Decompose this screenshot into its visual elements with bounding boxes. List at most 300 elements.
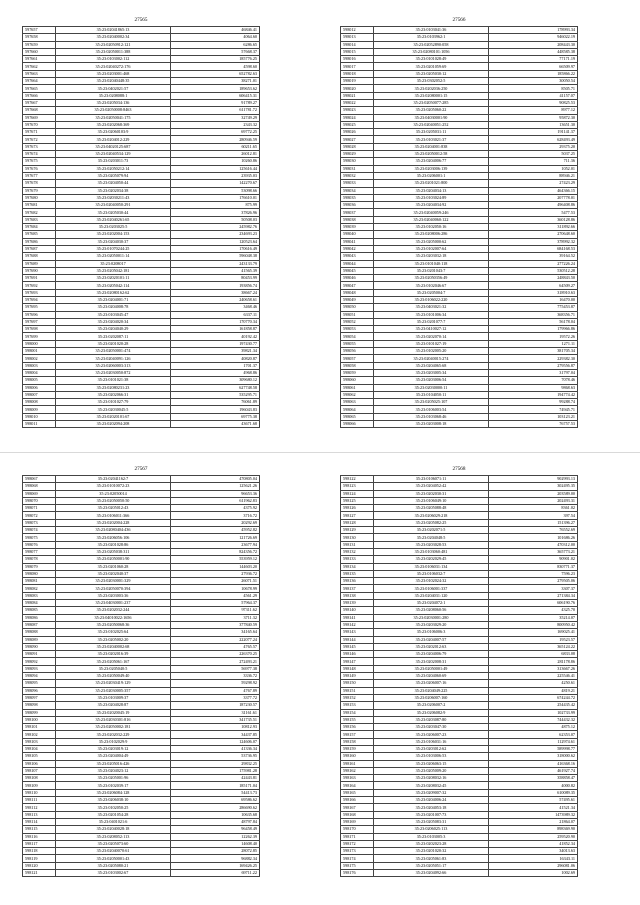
amount-cell: 5477.53 [489, 209, 578, 216]
amount-cell: 318910.63 [489, 289, 578, 296]
amount-cell: 3336.72 [171, 673, 260, 680]
table-row [23, 483, 260, 490]
cadastral-number-cell: 35:23:0204065:68 [374, 362, 489, 369]
amount-cell: 898369.90 [489, 826, 578, 833]
amount-cell: 120523.64 [171, 238, 260, 245]
cadastral-number-cell: 35:23:0101027:79 [56, 399, 171, 406]
record-number-cell: 598061 [341, 384, 374, 391]
table-row [341, 848, 578, 855]
amount-cell: 4000.82 [489, 782, 578, 789]
amount-cell: 461927.74 [489, 767, 578, 774]
cadastral-number-cell: 35:23:02050356:49 [374, 275, 489, 282]
amount-cell: 4598.60 [171, 63, 260, 70]
table-row [341, 753, 578, 760]
record-number-cell: 598023 [341, 107, 374, 114]
table-row [341, 519, 578, 526]
amount-cell: 3468.46 [171, 304, 260, 311]
amount-cell: 259520.90 [489, 833, 578, 840]
table-row [23, 340, 260, 347]
record-number-cell: 598002 [23, 355, 56, 362]
table-row [23, 665, 260, 672]
amount-cell: 286690.62 [171, 804, 260, 811]
amount-cell: 448585.38 [489, 48, 578, 55]
cadastral-number-cell: 35:23:02040261:65 [56, 216, 171, 223]
record-number-cell: 598014 [341, 41, 374, 48]
table-row [341, 121, 578, 128]
record-number-cell: 598078 [23, 556, 56, 563]
record-number-cell: 598160 [341, 753, 374, 760]
table-row [23, 311, 260, 318]
cadastral-number-cell: 35:23:0101006:34 [374, 311, 489, 318]
table-row [23, 658, 260, 665]
cadastral-number-cell: 35:23:0203005:34 [374, 369, 489, 376]
table-row [341, 114, 578, 121]
table-row [23, 377, 260, 384]
record-number-cell: 598100 [23, 716, 56, 723]
record-number-cell: 598084 [23, 600, 56, 607]
record-number-cell: 597674 [23, 151, 56, 158]
table-row [341, 497, 578, 504]
record-number-cell: 598152 [341, 694, 374, 701]
table-row [341, 172, 578, 179]
table-row [23, 172, 260, 179]
amount-cell: 102733.99 [489, 709, 578, 716]
amount-cell: 19523.57 [489, 636, 578, 643]
cadastral-number-cell: 35:23:0204001:71 [56, 296, 171, 303]
record-number-cell: 598127 [341, 512, 374, 519]
cadastral-number-cell: 35:23:0206007:16 [374, 680, 489, 687]
amount-cell: 121726.69 [171, 534, 260, 541]
table-row [23, 282, 260, 289]
table-row [341, 505, 578, 512]
record-number-cell: 598069 [23, 490, 56, 497]
record-number-cell: 598042 [341, 245, 374, 252]
amount-cell: 26071.51 [171, 578, 260, 585]
table-row [23, 136, 260, 143]
amount-cell: 318000.62 [489, 753, 578, 760]
table-row [23, 497, 260, 504]
record-number-cell: 598169 [341, 818, 374, 825]
cadastral-number-cell: 35:23:02040534:129 [56, 151, 171, 158]
cadastral-number-cell: 35:23:0202066:31 [56, 391, 171, 398]
record-number-cell: 598086 [23, 614, 56, 621]
cadastral-number-cell: 35:23:0206007:2 [374, 702, 489, 709]
amount-cell: 16470.00 [489, 296, 578, 303]
cadastral-number-cell: 35:23:02040272:176 [56, 63, 171, 70]
record-number-cell: 598053 [341, 326, 374, 333]
amount-cell: 470805.04 [171, 476, 260, 483]
record-number-cell: 598162 [341, 767, 374, 774]
cadastral-number-cell: 35:23:02050014 [56, 490, 171, 497]
table-row [23, 114, 260, 121]
amount-cell: 185171.04 [171, 782, 260, 789]
cadastral-number-cell: 35:23:0208017 [56, 260, 171, 267]
table-row [341, 304, 578, 311]
amount-cell: 96653.36 [171, 490, 260, 497]
table-row [23, 651, 260, 658]
table-row [341, 348, 578, 355]
record-number-cell: 597657 [23, 27, 56, 34]
table-row [341, 643, 578, 650]
amount-cell: 69586.62 [171, 797, 260, 804]
cadastral-number-cell: 35:23:02041162:7 [56, 476, 171, 483]
record-number-cell: 598051 [341, 311, 374, 318]
amount-cell: 3307.37 [489, 585, 578, 592]
amount-cell: 8361.02 [489, 505, 578, 512]
cadastral-number-cell: 35:23:0206001:1 [374, 172, 489, 179]
amount-cell: 628493.49 [489, 136, 578, 143]
amount-cell: 64509.27 [489, 282, 578, 289]
amount-cell: 589998.77 [489, 745, 578, 752]
amount-cell: 161858.87 [171, 326, 260, 333]
amount-cell: 296081.06 [489, 862, 578, 869]
record-number-cell: 598166 [341, 797, 374, 804]
table-row [23, 216, 260, 223]
cadastral-number-cell: 35:23:02030419:129 [56, 680, 171, 687]
table-row [341, 811, 578, 818]
amount-cell: 281178.86 [489, 658, 578, 665]
table-row [341, 362, 578, 369]
amount-cell: 10635.68 [171, 811, 260, 818]
record-number-cell: 598062 [341, 391, 374, 398]
amount-cell: 28072.85 [171, 848, 260, 855]
cadastral-number-cell: 35:23:0204052:42 [374, 483, 489, 490]
record-number-cell: 598120 [23, 862, 56, 869]
table-row [341, 745, 578, 752]
record-number-cell: 598138 [341, 592, 374, 599]
table-row [23, 202, 260, 209]
cadastral-number-cell: 35:23:0205088:48 [374, 505, 489, 512]
table-row [23, 63, 260, 70]
amount-cell: 596048.38 [171, 253, 260, 260]
record-number-cell: 598026 [341, 129, 374, 136]
cadastral-number-cell: 35:23:0103060:481 [374, 548, 489, 555]
table-row [341, 41, 578, 48]
table-row [23, 107, 260, 114]
cadastral-number-cell: 35:23:0104050:11 [374, 391, 489, 398]
table-row [341, 731, 578, 738]
cadastral-number-cell: 35:23:0204001:838 [374, 143, 489, 150]
table-row [23, 224, 260, 231]
amount-cell: 41521.34 [489, 804, 578, 811]
record-number-cell: 598063 [341, 399, 374, 406]
cadastral-number-cell: 35:23:0201060:28 [56, 563, 171, 570]
record-number-cell: 597685 [23, 231, 56, 238]
table-row [341, 187, 578, 194]
cadastral-number-cell: 35:23:0302052:5 [374, 78, 489, 85]
table-row [341, 600, 578, 607]
amount-cell: 16343.11 [489, 855, 578, 862]
cadastral-number-cell: 35:23:02040060:122 [374, 216, 489, 223]
record-number-cell: 598056 [341, 348, 374, 355]
record-number-cell: 598033 [341, 180, 374, 187]
record-number-cell: 598057 [341, 355, 374, 362]
record-number-cell: 597658 [23, 34, 56, 41]
ledger-page [22, 14, 260, 428]
cadastral-number-cell: 35:23:02040051:252 [374, 121, 489, 128]
record-number-cell: 597677 [23, 172, 56, 179]
table-row [341, 651, 578, 658]
record-number-cell: 597681 [23, 202, 56, 209]
record-number-cell: 597698 [23, 326, 56, 333]
table-row [341, 636, 578, 643]
page-spread-top [0, 0, 640, 452]
record-number-cell: 598170 [341, 826, 374, 833]
record-number-cell: 598101 [23, 724, 56, 731]
table-row [341, 804, 578, 811]
amount-cell: 652782.63 [171, 70, 260, 77]
record-number-cell: 598025 [341, 121, 374, 128]
record-number-cell: 598129 [341, 527, 374, 534]
cadastral-number-cell: 35:23:02050049:40 [56, 673, 171, 680]
amount-cell: 32749.29 [171, 114, 260, 121]
record-number-cell: 598133 [341, 556, 374, 563]
table-row [341, 78, 578, 85]
cadastral-number-cell: 35:23:0103009:37 [56, 694, 171, 701]
record-number-cell: 598043 [341, 253, 374, 260]
amount-cell: 4064.60 [171, 34, 260, 41]
table-row [341, 789, 578, 796]
record-number-cell: 598020 [341, 85, 374, 92]
table-row [23, 399, 260, 406]
record-number-cell: 598122 [341, 476, 374, 483]
amount-cell: 144603.20 [171, 563, 260, 570]
cadastral-number-cell: 35:23:02050001:49 [374, 665, 489, 672]
cadastral-number-cell: 35:23:0201028:86 [56, 541, 171, 548]
table-row [23, 362, 260, 369]
table-row [341, 355, 578, 362]
amount-cell: 62353.07 [489, 731, 578, 738]
amount-cell: 1271.11 [489, 340, 578, 347]
record-number-cell: 598114 [23, 818, 56, 825]
record-number-cell: 598143 [341, 629, 374, 636]
cadastral-number-cell: 35:23:0102050:16 [374, 224, 489, 231]
cadastral-number-cell: 35:23:02050077:285 [374, 99, 489, 106]
record-number-cell: 597687 [23, 245, 56, 252]
cadastral-number-cell: 35:23:0103005:3 [374, 833, 489, 840]
table-row [341, 724, 578, 731]
table-row [23, 731, 260, 738]
ledger-body [341, 27, 578, 428]
amount-cell: 29375.20 [489, 143, 578, 150]
ledger-table [22, 26, 260, 428]
amount-cell: 1002.69 [489, 870, 578, 877]
record-number-cell: 597689 [23, 260, 56, 267]
cadastral-number-cell: 35:23:02020101:11 [56, 275, 171, 282]
record-number-cell: 598090 [23, 643, 56, 650]
cadastral-number-cell: 35:23:0103002:112 [56, 56, 171, 63]
cadastral-number-cell: 35:23:0201059:69 [374, 63, 489, 70]
cadastral-number-cell: 35:23:02040002:34 [56, 34, 171, 41]
table-row [23, 512, 260, 519]
amount-cell: 169426.25 [171, 862, 260, 869]
table-row [23, 563, 260, 570]
table-row [23, 209, 260, 216]
amount-cell: 207778.01 [489, 194, 578, 201]
amount-cell: 496408.86 [489, 202, 578, 209]
cadastral-number-cell: 35:23:0103021:37 [374, 136, 489, 143]
amount-cell: 606415.31 [171, 92, 260, 99]
table-row [23, 862, 260, 869]
record-number-cell: 598094 [23, 673, 56, 680]
amount-cell: 946022.19 [489, 34, 578, 41]
record-number-cell: 597662 [23, 63, 56, 70]
amount-cell: 56178.04 [489, 318, 578, 325]
record-number-cell: 598145 [341, 643, 374, 650]
table-row [23, 775, 260, 782]
amount-cell: 13651.30 [489, 121, 578, 128]
record-number-cell: 597669 [23, 114, 56, 121]
record-number-cell: 597665 [23, 85, 56, 92]
record-number-cell: 598173 [341, 848, 374, 855]
table-row [341, 224, 578, 231]
cadastral-number-cell: 35:23:02030211:43 [56, 194, 171, 201]
record-number-cell: 598032 [341, 172, 374, 179]
record-number-cell: 598132 [341, 548, 374, 555]
record-number-cell: 598126 [341, 505, 374, 512]
cadastral-number-cell: 35:23:0410027:12 [374, 326, 489, 333]
table-row [23, 767, 260, 774]
table-row [23, 804, 260, 811]
record-number-cell: 598066 [341, 421, 374, 428]
amount-cell: 29832.25 [171, 760, 260, 767]
table-row [341, 818, 578, 825]
amount-cell: 176610.01 [171, 194, 260, 201]
cadastral-number-cell: 35:23:02050011:388 [56, 48, 171, 55]
amount-cell: 40192.42 [171, 333, 260, 340]
record-number-cell: 598174 [341, 855, 374, 862]
record-number-cell: 598093 [23, 665, 56, 672]
table-row [23, 724, 260, 731]
amount-cell: 365773.21 [489, 548, 578, 555]
cadastral-number-cell: 35:23:0202023:28 [374, 840, 489, 847]
amount-cell: 270648.60 [489, 231, 578, 238]
cadastral-number-cell: 35:23:02040448:35 [56, 78, 171, 85]
amount-cell: 77171.19 [489, 56, 578, 63]
cadastral-number-cell: 35:23:0204034:13 [374, 187, 489, 194]
record-number-cell: 598045 [341, 267, 374, 274]
table-row [23, 702, 260, 709]
amount-cell: 229382.30 [489, 355, 578, 362]
table-row [23, 505, 260, 512]
table-row [341, 296, 578, 303]
amount-cell: 8977.12 [489, 107, 578, 114]
table-row [23, 673, 260, 680]
amount-cell: 397.54 [489, 512, 578, 519]
cadastral-number-cell: 35:23:02041865:13 [56, 27, 171, 34]
amount-cell: 23935.03 [171, 172, 260, 179]
cadastral-number-cell: 35:23:02050068:36 [56, 621, 171, 628]
amount-cell: 34437.85 [171, 731, 260, 738]
cadastral-number-cell: 35:23:0101028:49 [374, 56, 489, 63]
table-row [341, 136, 578, 143]
record-number-cell: 597664 [23, 78, 56, 85]
table-row [23, 129, 260, 136]
record-number-cell: 598149 [341, 673, 374, 680]
cadastral-number-cell: 35:23:0202071:5 [374, 527, 489, 534]
table-row [23, 70, 260, 77]
record-number-cell: 598006 [23, 384, 56, 391]
page-spread-bottom [0, 453, 640, 905]
amount-cell: 311892.66 [489, 224, 578, 231]
cadastral-number-cell: 35:23:0204049:225 [374, 687, 489, 694]
amount-cell: 4561.29 [171, 592, 260, 599]
amount-cell: 35214.07 [489, 614, 578, 621]
cadastral-number-cell: 35:23:02060003:313 [56, 362, 171, 369]
cadastral-number-cell: 35:23:0208006:286 [374, 231, 489, 238]
cadastral-number-cell: 35:23:0102005:20 [374, 348, 489, 355]
cadastral-number-cell: 35:23:02050012:58 [374, 151, 489, 158]
record-number-cell: 598113 [23, 811, 56, 818]
table-row [341, 556, 578, 563]
table-row [23, 56, 260, 63]
amount-cell: 194774.42 [489, 391, 578, 398]
record-number-cell: 598082 [23, 585, 56, 592]
cadastral-number-cell: 35:23:0103962:1 [374, 34, 489, 41]
cadastral-number-cell: 35:23:04020125:687 [56, 143, 171, 150]
record-number-cell: 598172 [341, 840, 374, 847]
record-number-cell: 598076 [23, 541, 56, 548]
table-row [23, 709, 260, 716]
record-number-cell: 598073 [23, 519, 56, 526]
record-number-cell: 598167 [341, 804, 374, 811]
table-row [23, 636, 260, 643]
amount-cell: 377840.59 [171, 621, 260, 628]
record-number-cell: 598031 [341, 165, 374, 172]
cadastral-number-cell: 35:23:02080231:23 [56, 384, 171, 391]
record-number-cell: 597696 [23, 311, 56, 318]
record-number-cell: 598150 [341, 680, 374, 687]
record-number-cell: 598115 [23, 826, 56, 833]
cadastral-number-cell: 35:23:0202068:369 [56, 121, 171, 128]
record-number-cell: 597684 [23, 224, 56, 231]
record-number-cell: 597697 [23, 318, 56, 325]
cadastral-number-cell: 35:23:0202008:31 [374, 658, 489, 665]
amount-cell: 45952.82 [171, 527, 260, 534]
amount-cell: 151396.27 [489, 519, 578, 526]
cadastral-number-cell: 35:23:0203006:54 [374, 377, 489, 384]
table-row [23, 716, 260, 723]
amount-cell: 66509.97 [489, 63, 578, 70]
amount-cell: 360128.86 [489, 216, 578, 223]
cadastral-number-cell: 35:23:0205000:62 [374, 238, 489, 245]
cadastral-number-cell: 35:23:0205012:43 [56, 505, 171, 512]
cadastral-number-cell: 35:23:0102025:64 [56, 629, 171, 636]
record-number-cell: 598159 [341, 745, 374, 752]
cadastral-number-cell: 35:23:02040059:246 [374, 209, 489, 216]
record-number-cell: 598041 [341, 238, 374, 245]
cadastral-number-cell: 35:23:02030000:11 [374, 384, 489, 391]
table-row [23, 231, 260, 238]
amount-cell: 378992.32 [489, 238, 578, 245]
cadastral-number-cell: 35:23:02050002:181 [56, 724, 171, 731]
record-number-cell: 598018 [341, 70, 374, 77]
table-row [341, 289, 578, 296]
cadastral-number-cell: 35:23:02030050:872 [56, 369, 171, 376]
table-row [341, 592, 578, 599]
table-row [341, 70, 578, 77]
table-row [23, 275, 260, 282]
record-number-cell: 598075 [23, 534, 56, 541]
cadastral-number-cell: 35:23:02030301:816 [56, 716, 171, 723]
amount-cell: 7078.46 [489, 377, 578, 384]
table-row [341, 245, 578, 252]
amount-cell: 19572.26 [489, 333, 578, 340]
record-number-cell: 598106 [23, 760, 56, 767]
table-row [23, 855, 260, 862]
table-row [341, 377, 578, 384]
amount-cell: 23677.94 [171, 541, 260, 548]
